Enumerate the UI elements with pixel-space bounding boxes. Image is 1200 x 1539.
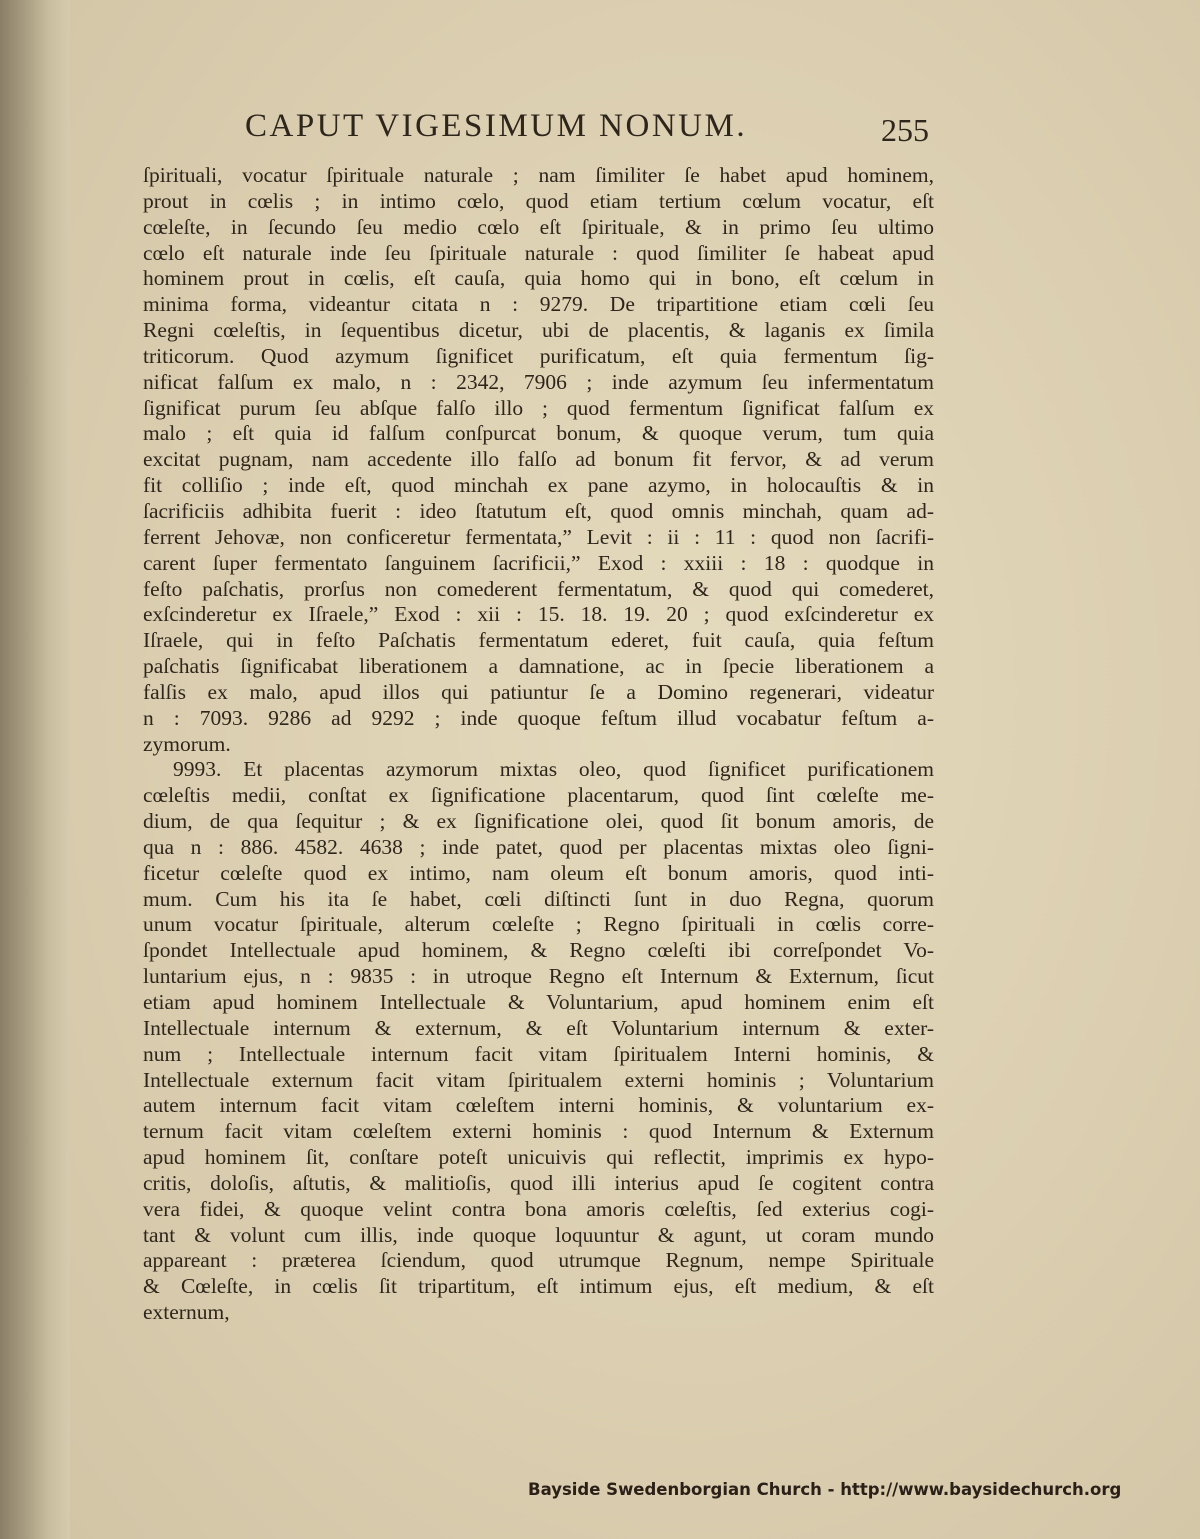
text-line: malo ; eſt quia id falſum conſpurcat bonum, & quoque verum, tum quia	[143, 421, 934, 446]
text-line: carent ſuper fermentato ſanguinem ſacrificii,” Exod : xxiii : 18 : quodque in	[143, 550, 934, 575]
text-line: ſpirituali, vocatur ſpirituale naturale ; nam ſimiliter ſe habet apud hominem,	[143, 163, 934, 187]
text-line: critis, doloſis, aſtutis, & malitioſis, quod illi interius apud ſe cogitent contra	[143, 1170, 934, 1195]
website-credit: Bayside Swedenborgian Church - http://www.baysidechurch.org	[528, 1480, 1122, 1499]
chapter-title: CAPUT VIGESIMUM NONUM.	[245, 108, 748, 144]
text-line: mum. Cum his ita ſe habet, cœli diſtincti ſunt in duo Regna, quorum	[143, 886, 934, 911]
text-line: Intellectuale internum & externum, & eſt Voluntarium internum & exter-	[143, 1015, 934, 1040]
text-line: feſto paſchatis, prorſus non comederent fermentatum, & quod qui comederet,	[143, 576, 934, 601]
text-line: paſchatis ſignificabat liberationem a damnatione, ac in ſpecie liberationem a	[143, 654, 934, 679]
text-line: vera fidei, & quoque velint contra bona amoris cœleſtis, ſed exterius cogi-	[143, 1196, 934, 1221]
text-line: excitat pugnam, nam accedente illo falſo ad bonum fit fervor, & ad verum	[143, 447, 934, 472]
text-line: ficetur cœleſte quod ex intimo, nam oleum eſt bonum amoris, quod inti-	[143, 860, 934, 885]
running-header	[245, 108, 935, 158]
text-line: cœleſte, in ſecundo ſeu medio cœlo eſt ſpirituale, & in primo ſeu ultimo	[143, 214, 934, 239]
text-line: num ; Intellectuale internum facit vitam ſpiritualem Interni hominis, &	[143, 1041, 934, 1066]
text-line: etiam apud hominem Intellectuale & Voluntarium, apud hominem enim eſt	[143, 990, 934, 1014]
text-line: externum,	[143, 1300, 230, 1325]
text-line: & Cœleſte, in cœlis ſit tripartitum, eſt intimum ejus, eſt medium, & eſt	[143, 1274, 934, 1299]
text-line: Iſraele, qui in feſto Paſchatis fermentatum ederet, fuit cauſa, quia feſtum	[143, 628, 934, 653]
text-line: n : 7093. 9286 ad 9292 ; inde quoque feſtum illud vocabatur feſtum a-	[143, 705, 934, 730]
text-line: cœleſtis medii, conſtat ex ſignificatione placentarum, quod ſint cœleſte me-	[143, 783, 934, 808]
text-line: ſacrificiis adhibita fuerit : ideo ſtatutum eſt, quod omnis minchah, quam ad-	[143, 498, 934, 523]
text-line: nificat falſum ex malo, n : 2342, 7906 ; inde azymum ſeu infermentatum	[143, 369, 934, 394]
text-line: cœlo eſt naturale inde ſeu ſpirituale naturale : quod ſimiliter ſe habeat apud	[143, 240, 934, 265]
text-line: ternum facit vitam cœleſtem externi hominis : quod Internum & Externum	[143, 1119, 934, 1144]
page-number: 255	[881, 112, 929, 148]
text-line: hominem prout in cœlis, eſt cauſa, quia homo qui in bono, eſt cœlum in	[143, 266, 934, 291]
text-line: Regni cœleſtis, in ſequentibus dicetur, ubi de placentis, & laganis ex ſimila	[143, 318, 934, 343]
text-line: minima forma, videantur citata n : 9279. De tripartitione etiam cœli ſeu	[143, 292, 934, 317]
text-line: falſis ex malo, apud illos qui patiuntur ſe a Domino regenerari, videatur	[143, 679, 934, 704]
text-line: ferrent Jehovæ, non conficeretur fermentata,” Levit : ii : 11 : quod non ſacrifi-	[143, 524, 934, 549]
text-line: ſignificat purum ſeu abſque falſo illo ; quod fermentum ſignificat falſum ex	[143, 395, 934, 420]
catchword-line	[143, 1326, 934, 1352]
paragraph-start-line: 9993. Et placentas azymorum mixtas oleo, quod ſignificet purificationem	[173, 757, 934, 782]
text-line: unum vocatur ſpirituale, alterum cœleſte ; Regno ſpirituali in cœlis corre-	[143, 912, 934, 937]
book-spine-shadow	[0, 0, 70, 1539]
text-line: ſpondet Intellectuale apud hominem, & Regno cœleſti ibi correſpondet Vo-	[143, 938, 934, 963]
text-line: luntarium ejus, n : 9835 : in utroque Regno eſt Internum & Externum, ſicut	[143, 964, 934, 989]
text-line: triticorum. Quod azymum ſignificet purificatum, eſt quia fermentum ſig-	[143, 343, 934, 368]
text-line: fit colliſio ; inde eſt, quod minchah ex pane azymo, in holocauſtis & in	[143, 473, 934, 498]
text-line: apud hominem ſit, conſtare poteſt unicuivis qui reflectit, imprimis ex hypo-	[143, 1145, 934, 1170]
body-text	[143, 163, 934, 1352]
text-line: zymorum.	[143, 731, 231, 756]
text-line: Intellectuale externum facit vitam ſpiritualem externi hominis ; Voluntarium	[143, 1067, 934, 1092]
text-line: qua n : 886. 4582. 4638 ; inde patet, quod per placentas mixtas oleo ſigni-	[143, 834, 934, 859]
text-line: dium, de qua ſequitur ; & ex ſignificatione olei, quod ſit bonum amoris, de	[143, 809, 934, 834]
text-line: appareant : præterea ſciendum, quod utrumque Regnum, nempe Spirituale	[143, 1248, 934, 1273]
text-line: autem internum facit vitam cœleſtem interni hominis, & voluntarium ex-	[143, 1093, 934, 1118]
text-line: exſcinderetur ex Iſraele,” Exod : xii : 15. 18. 19. 20 ; quod exſcinderetur ex	[143, 602, 934, 627]
text-line: prout in cœlis ; in intimo cœlo, quod etiam tertium cœlum vocatur, eſt	[143, 188, 934, 213]
text-line: tant & volunt cum illis, inde quoque loquuntur & agunt, ut coram mundo	[143, 1222, 934, 1247]
